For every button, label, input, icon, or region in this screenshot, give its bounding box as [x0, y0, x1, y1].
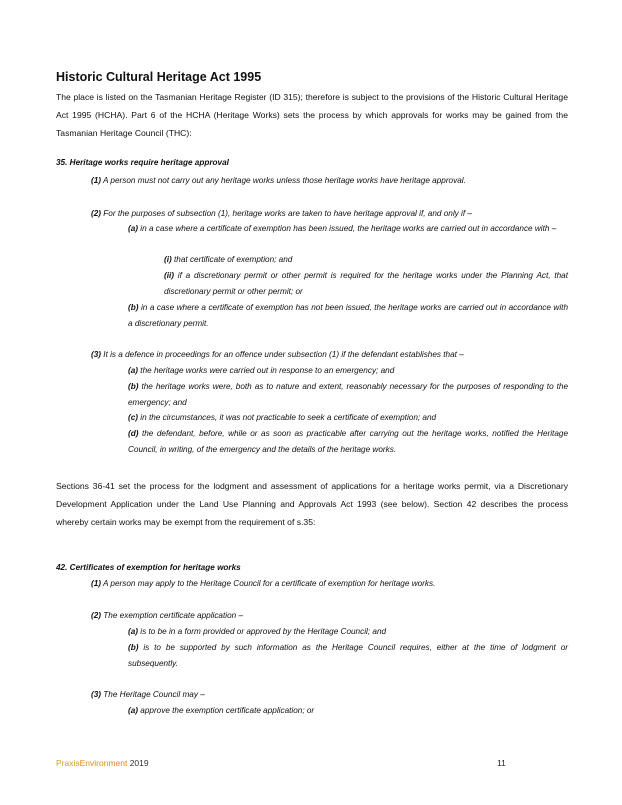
clause-number: (a) — [128, 224, 139, 233]
brand-name-part2: Environment — [79, 758, 128, 768]
section-35-title: 35. Heritage works require heritage approval — [56, 158, 229, 167]
clause-text: A person may apply to the Heritage Council for a certificate of exemption for heritage works. — [101, 579, 436, 588]
s35-clause-2a-i — [164, 252, 568, 268]
clause-text: The Heritage Council may – — [101, 690, 205, 699]
clause-text: the defendant, before, while or as soon as practicable after carrying out the heritage works, notified the Heritage Council, in writing, of the emergency and the details of the heritage works. — [128, 429, 568, 454]
clause-number: (i) — [164, 255, 172, 264]
page-number: 11 — [497, 758, 506, 768]
clause-text: A person must not carry out any heritage works unless those heritage works have heritage approval. — [101, 176, 466, 185]
clause-number: (c) — [128, 413, 139, 422]
clause-text: approve the exemption certificate application; or — [138, 706, 315, 715]
clause-number: (b) — [128, 643, 139, 652]
clause-text: in the circumstances, it was not practicable to seek a certificate of exemption; and — [138, 413, 437, 422]
s35-clause-1 — [91, 173, 568, 189]
clause-number: (3) — [91, 350, 102, 359]
s42-clause-3a — [128, 703, 568, 719]
footer-brand — [56, 758, 149, 768]
clause-number: (2) — [91, 209, 102, 218]
s42-clause-2b — [128, 640, 568, 672]
clause-text: is to be supported by such information as the Heritage Council requires, either at the time of lodgment or subsequently. — [128, 643, 568, 668]
clause-number: (b) — [128, 382, 139, 391]
clause-number: (a) — [128, 706, 139, 715]
s35-clause-2a — [128, 221, 568, 237]
section-heading: Historic Cultural Heritage Act 1995 — [56, 70, 262, 84]
sections-paragraph: Sections 36-41 set the process for the lodgment and assessment of applications for a heritage works permit, via a Discretionary Development Application under the Land Use Planning and Approvals Act 1993 (see below). Section 42 describes the process whereby certain works may be exempt from the requirement of s.35: — [56, 481, 568, 527]
clause-text: For the purposes of subsection (1), heritage works are taken to have heritage approval if, and only if – — [101, 209, 472, 218]
clause-text: the heritage works were, both as to nature and extent, reasonably necessary for the purposes of responding to the emergency; and — [128, 382, 568, 407]
clause-text: It is a defence in proceedings for an offence under subsection (1) if the defendant establishes that – — [101, 350, 464, 359]
clause-text: in a case where a certificate of exemption has been issued, the heritage works are carried out in accordance with – — [138, 224, 557, 233]
clause-text: that certificate of exemption; and — [171, 255, 293, 264]
clause-text: The exemption certificate application – — [101, 611, 244, 620]
brand-name-part1: Praxis — [56, 758, 80, 768]
clause-text: in a case where a certificate of exemption has not been issued, the heritage works are carried out in accordance with a discretionary permit. — [128, 303, 568, 328]
clause-text: is to be in a form provided or approved by the Heritage Council; and — [138, 627, 387, 636]
s35-clause-3c — [128, 410, 568, 426]
clause-number: (ii) — [164, 271, 175, 280]
s35-clause-3 — [91, 347, 568, 363]
s42-clause-2 — [91, 608, 568, 624]
clause-number: (a) — [128, 627, 139, 636]
section-42-title: 42. Certificates of exemption for heritage works — [56, 563, 241, 572]
clause-number: (1) — [91, 176, 102, 185]
intro-paragraph: The place is listed on the Tasmanian Heritage Register (ID 315); therefore is subject to the provisions of the Historic Cultural Heritage Act 1995 (HCHA). Part 6 of the HCHA (Heritage Works) sets the process by which approvals for works may be gained from the Tasmanian Heritage Council (THC): — [56, 92, 568, 138]
s35-clause-2 — [91, 206, 568, 222]
clause-number: (b) — [128, 303, 139, 312]
s35-clause-3a — [128, 363, 568, 379]
s35-clause-2b — [128, 300, 568, 332]
s35-clause-2a-ii — [164, 268, 568, 300]
clause-text: if a discretionary permit or other permit is required for the heritage works under the Planning Act, that discretionary permit or other permit; or — [164, 271, 568, 296]
s42-clause-2a — [128, 624, 568, 640]
clause-number: (2) — [91, 611, 102, 620]
clause-number: (3) — [91, 690, 102, 699]
clause-number: (a) — [128, 366, 139, 375]
s35-clause-3b — [128, 379, 568, 411]
clause-number: (1) — [91, 579, 102, 588]
clause-text: the heritage works were carried out in response to an emergency; and — [138, 366, 395, 375]
s42-clause-3 — [91, 687, 568, 703]
s35-clause-3d — [128, 426, 568, 458]
footer-year: 2019 — [127, 758, 149, 768]
s42-clause-1 — [91, 576, 568, 592]
clause-number: (d) — [128, 429, 139, 438]
